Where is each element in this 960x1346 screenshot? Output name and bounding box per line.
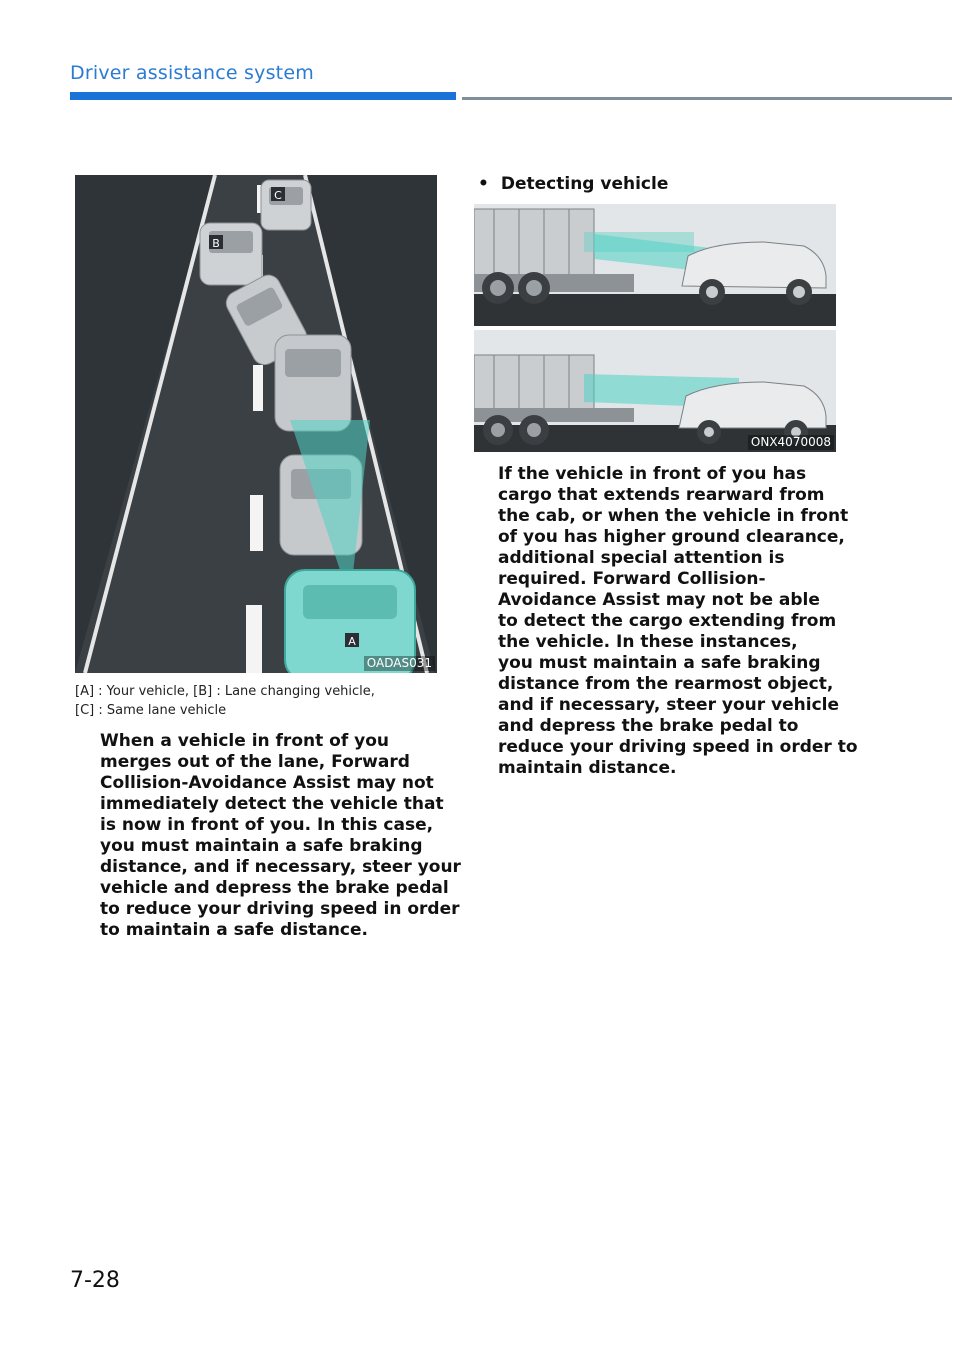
paragraph-line: Avoidance Assist may not be able — [498, 590, 820, 610]
figure-code-left: OADAS031 — [364, 656, 435, 671]
lane-change-drawing — [75, 175, 437, 673]
label-b: B — [212, 237, 220, 250]
bullet-dot: • — [478, 174, 489, 194]
paragraph-line: Collision-Avoidance Assist may not — [100, 773, 434, 793]
paragraph-line: to maintain a safe distance. — [100, 920, 368, 940]
paragraph-line: distance, and if necessary, steer your — [100, 857, 461, 877]
paragraph-line: reduce your driving speed in order to — [498, 737, 858, 757]
truck-detection-illustration-bottom — [474, 330, 836, 452]
section-heading — [478, 174, 668, 194]
paragraph-line: and if necessary, steer your vehicle — [498, 695, 840, 715]
paragraph-line: When a vehicle in front of you — [100, 731, 389, 751]
paragraph-line: cargo that extends rearward from — [498, 485, 825, 505]
paragraph-line: If the vehicle in front of you has — [498, 464, 807, 484]
paragraph-line: distance from the rearmost object, — [498, 674, 834, 694]
paragraph-line: of you has higher ground clearance, — [498, 527, 845, 547]
truck-detection-illustration-top — [474, 204, 836, 326]
page-number: 7-28 — [70, 1268, 120, 1293]
page-header-title: Driver assistance system — [70, 62, 314, 84]
paragraph-line: the cab, or when the vehicle in front — [498, 506, 849, 526]
paragraph-line: maintain distance. — [498, 758, 677, 778]
paragraph-line: immediately detect the vehicle that — [100, 794, 444, 814]
paragraph-line: you must maintain a safe braking — [100, 836, 423, 856]
right-paragraph — [498, 464, 858, 779]
header-rule-blue — [70, 92, 456, 100]
paragraph-line: is now in front of you. In this case, — [100, 815, 434, 835]
header-rule-gray — [462, 97, 952, 100]
paragraph-line: to reduce your driving speed in order — [100, 899, 460, 919]
paragraph-line: additional special attention is — [498, 548, 785, 568]
paragraph-line: and depress the brake pedal to — [498, 716, 799, 736]
label-a: A — [348, 635, 356, 648]
paragraph-line: merges out of the lane, Forward — [100, 752, 410, 772]
figure-caption — [75, 682, 445, 720]
caption-line: [C] : Same lane vehicle — [75, 703, 227, 718]
truck-drawing-top — [474, 204, 836, 326]
paragraph-line: vehicle and depress the brake pedal — [100, 878, 449, 898]
paragraph-line: required. Forward Collision- — [498, 569, 766, 589]
paragraph-line: the vehicle. In these instances, — [498, 632, 798, 652]
lane-change-illustration — [75, 175, 437, 673]
paragraph-line: to detect the cargo extending from — [498, 611, 837, 631]
paragraph-line: you must maintain a safe braking — [498, 653, 821, 673]
caption-line: [A] : Your vehicle, [B] : Lane changing vehicle, — [75, 684, 375, 699]
truck-drawing-bottom — [474, 330, 836, 452]
left-paragraph — [100, 731, 461, 941]
label-c: C — [274, 189, 282, 202]
section-title: Detecting vehicle — [500, 174, 669, 194]
figure-code-right: ONX4070008 — [748, 435, 834, 450]
